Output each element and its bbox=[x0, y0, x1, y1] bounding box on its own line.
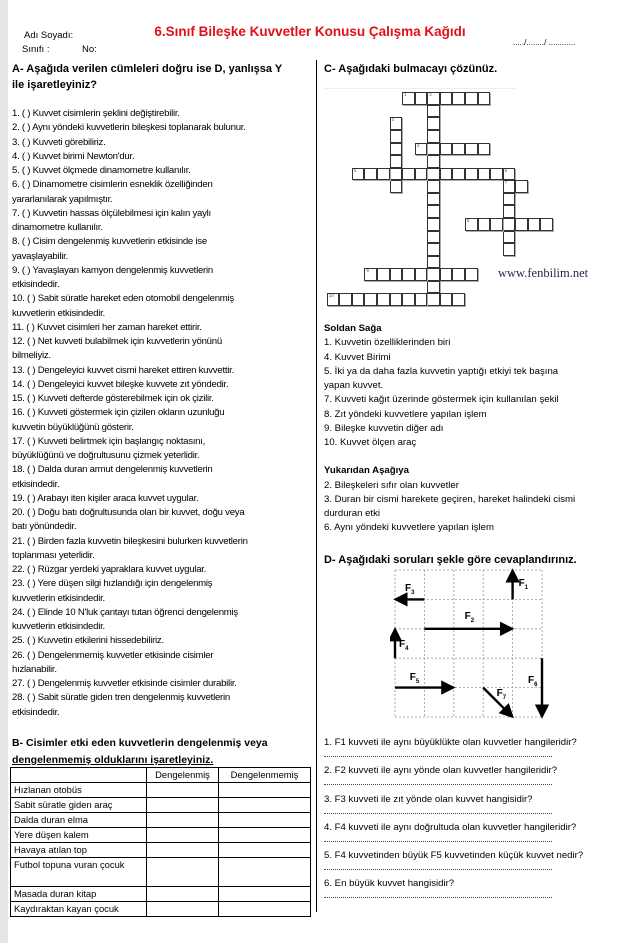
statement-line: yararlanılarak yapılmıştır. bbox=[12, 193, 113, 205]
crossword-cell[interactable] bbox=[402, 168, 415, 181]
statement-line: 16. ( ) Kuvveti göstermek için çizilen okların uzunluğu bbox=[12, 407, 225, 419]
crossword-cell[interactable] bbox=[540, 218, 553, 231]
crossword-cell[interactable] bbox=[377, 168, 390, 181]
statement-line: 18. ( ) Dalda duran armut dengelenmiş kuvvetlerin bbox=[12, 464, 213, 476]
row-label: Kaydıraktan kayan çocuk bbox=[11, 902, 147, 917]
crossword-cell[interactable] bbox=[327, 293, 340, 306]
answer-line[interactable] bbox=[324, 756, 552, 757]
statement-line: yavaşlayabilir. bbox=[12, 250, 68, 262]
answer-line[interactable] bbox=[324, 897, 552, 898]
section-b-heading-line1: B- Cisimler etki eden kuvvetlerin dengelenmiş veya bbox=[12, 737, 268, 749]
force-label-subscript: 5 bbox=[415, 678, 420, 685]
table-row bbox=[11, 798, 311, 813]
question-text: 3. F3 kuvveti ile zıt yönde olan kuvvet hangisidir? bbox=[324, 793, 533, 805]
crossword-cell[interactable] bbox=[427, 193, 440, 206]
crossword-number: 9 bbox=[366, 268, 369, 274]
crossword-cell[interactable] bbox=[452, 293, 465, 306]
force-label-name: F bbox=[496, 688, 503, 699]
table-row bbox=[11, 887, 311, 902]
page-title: 6.Sınıf Bileşke Kuvvetler Konusu Çalışma Kağıdı bbox=[154, 24, 466, 39]
across-clue: 10. Kuvvet ölçen araç bbox=[324, 437, 417, 448]
crossword-cell[interactable] bbox=[490, 218, 503, 231]
answer-line[interactable] bbox=[324, 813, 552, 814]
force-label-f4 bbox=[399, 639, 408, 652]
across-clue: yapan kuvvet. bbox=[324, 380, 384, 391]
crossword-cell[interactable] bbox=[364, 293, 377, 306]
crossword-top-rule bbox=[324, 88, 516, 89]
crossword-cell[interactable] bbox=[427, 205, 440, 218]
crossword-clues bbox=[324, 322, 575, 536]
crossword-cell[interactable] bbox=[452, 143, 465, 156]
statement-line: bilmeliyiz. bbox=[12, 350, 51, 362]
down-clue: 2. Bileşkeleri sıfır olan kuvvetler bbox=[324, 479, 459, 491]
crossword-cell[interactable] bbox=[452, 168, 465, 181]
statement-line: 25. ( ) Kuvvetin etkilerini hissedebiliriz. bbox=[12, 635, 164, 647]
section-d-heading: D- Aşağıdaki soruları şekle göre cevaplandırınız. bbox=[324, 554, 577, 566]
statement-line: hızlanabilir. bbox=[12, 663, 57, 675]
statement-line: 6. ( ) Dinamometre cisimlerin esneklik özelliğinden bbox=[12, 179, 213, 191]
unbalanced-checkbox-cell[interactable] bbox=[219, 783, 311, 798]
website-label: www.fenbilim.net bbox=[498, 266, 589, 280]
crossword-cell[interactable] bbox=[465, 218, 478, 231]
no-label: No: bbox=[82, 44, 97, 55]
statement-line: 27. ( ) Dengelenmiş kuvvetler etkisinde cisimler durabilir. bbox=[12, 678, 237, 689]
statement-line: 5. ( ) Kuvvet ölçmede dinamometre kullanılır. bbox=[12, 165, 191, 176]
crossword-number: 10 bbox=[328, 293, 334, 299]
force-label-subscript: 3 bbox=[411, 590, 415, 597]
statement-line: 15. ( ) Kuvveti defterde gösterebilmek için ok çizilir. bbox=[12, 393, 214, 404]
crossword-cell[interactable] bbox=[415, 168, 428, 181]
unbalanced-checkbox-cell[interactable] bbox=[219, 887, 311, 902]
table-header-blank bbox=[11, 768, 147, 783]
force-label-f5 bbox=[410, 672, 419, 685]
statement-line: 21. ( ) Birden fazla kuvvetin bileşkesini bulurken kuvvetlerin bbox=[12, 535, 248, 547]
crossword-cell[interactable] bbox=[515, 180, 528, 193]
crossword-cell[interactable] bbox=[478, 92, 491, 105]
statement-line: kuvvetlerin etkisindedir. bbox=[12, 592, 105, 604]
crossword-cell[interactable] bbox=[415, 293, 428, 306]
crossword-number: 5 bbox=[353, 167, 357, 173]
crossword-cell[interactable] bbox=[390, 130, 403, 143]
question-text: 2. F2 kuvveti ile aynı yönde olan kuvvetler hangileridir? bbox=[324, 765, 558, 777]
row-label: Masada duran kitap bbox=[11, 887, 147, 902]
crossword-cell[interactable] bbox=[478, 143, 491, 156]
crossword-cell[interactable] bbox=[503, 205, 516, 218]
statement-line: 20. ( ) Doğu batı doğrultusunda olan bir kuvvet, doğu veya bbox=[12, 507, 245, 518]
down-clue: 3. Duran bir cismi harekete geçiren, hareket halindeki cismi bbox=[324, 493, 576, 505]
question-text: 6. En büyük kuvvet hangisidir? bbox=[324, 878, 455, 890]
force-label-subscript: 4 bbox=[405, 645, 409, 652]
question-item bbox=[324, 765, 583, 793]
balanced-forces-table bbox=[10, 767, 311, 917]
question-text: 5. F4 kuvvetinden büyük F5 kuvvetinden küçük kuvvet nedir? bbox=[324, 850, 584, 862]
section-a-heading bbox=[12, 61, 282, 93]
unbalanced-checkbox-cell[interactable] bbox=[219, 798, 311, 813]
question-item bbox=[324, 850, 583, 878]
down-title: Yukarıdan Aşağıya bbox=[324, 465, 409, 477]
section-b-heading bbox=[12, 735, 268, 769]
statement-line: kuvvetlerin etkisindedir. bbox=[12, 307, 105, 319]
crossword-cell[interactable] bbox=[352, 293, 365, 306]
page-edge bbox=[0, 0, 8, 943]
statement-line: 23. ( ) Yere düşen silgi hızlandığı için dengelenmiş bbox=[12, 578, 213, 590]
across-clue: 9. Bileşke kuvvetin diğer adı bbox=[324, 422, 444, 434]
table-row bbox=[11, 902, 311, 917]
crossword-cell[interactable] bbox=[427, 293, 440, 306]
table-row bbox=[11, 783, 311, 798]
across-clue: 1. Kuvvetin özelliklerinden biri bbox=[324, 337, 451, 349]
crossword-cell[interactable] bbox=[415, 268, 428, 281]
unbalanced-checkbox-cell[interactable] bbox=[219, 843, 311, 858]
balanced-checkbox-cell[interactable] bbox=[147, 828, 219, 843]
question-item bbox=[324, 794, 583, 822]
statement-line: batı yönündedir. bbox=[12, 521, 77, 533]
unbalanced-checkbox-cell[interactable] bbox=[219, 858, 311, 887]
row-label: Futbol topuna vuran çocuk bbox=[11, 858, 147, 887]
class-label: Sınıfı : bbox=[22, 44, 50, 55]
crossword-cell[interactable] bbox=[390, 155, 403, 168]
force-label-subscript: 1 bbox=[524, 585, 529, 591]
crossword-cell[interactable] bbox=[465, 92, 478, 105]
table-header-row bbox=[11, 768, 311, 783]
table-row bbox=[11, 813, 311, 828]
statement-line: kuvvetin büyüklüğünü gösterir. bbox=[12, 421, 134, 433]
crossword-number: 8 bbox=[466, 218, 470, 223]
table-header-balanced: Dengelenmiş bbox=[147, 768, 219, 783]
crossword-cell[interactable] bbox=[440, 293, 453, 306]
balanced-checkbox-cell[interactable] bbox=[147, 887, 219, 902]
statement-line: 1. ( ) Kuvvet cisimlerin şeklini değiştirebilir. bbox=[12, 108, 180, 119]
crossword-cell[interactable] bbox=[427, 218, 440, 231]
crossword-cell[interactable] bbox=[427, 143, 440, 156]
crossword-cell[interactable] bbox=[402, 92, 415, 105]
statement-line: 2. ( ) Aynı yöndeki kuvvetlerin bileşkesi toplanarak bulunur. bbox=[12, 122, 246, 134]
statement-line: 24. ( ) Elinde 10 N'luk çantayı tutan öğrenci dengelenmiş bbox=[12, 606, 238, 618]
down-clues bbox=[324, 479, 575, 536]
statement-line: etkisindedir. bbox=[12, 478, 60, 490]
crossword-cell[interactable] bbox=[390, 168, 403, 181]
balanced-checkbox-cell[interactable] bbox=[147, 798, 219, 813]
statement-line: 26. ( ) Dengelenmemiş kuvvetler etkisinde cisimler bbox=[12, 649, 214, 661]
crossword-cell[interactable] bbox=[402, 293, 415, 306]
balanced-checkbox-cell[interactable] bbox=[147, 843, 219, 858]
statement-line: 22. ( ) Rüzgar yerdeki yapraklara kuvvet uygular. bbox=[12, 564, 207, 575]
crossword-cell[interactable] bbox=[478, 218, 491, 231]
statement-line: 13. ( ) Dengeleyici kuvvet cismi hareket ettiren kuvvettir. bbox=[12, 364, 234, 376]
crossword-cell[interactable] bbox=[503, 218, 516, 231]
force-label-subscript: 7 bbox=[502, 695, 507, 701]
row-label: Yere düşen kalem bbox=[11, 828, 147, 843]
force-label-name: F bbox=[399, 638, 406, 650]
row-label: Havaya atılan top bbox=[11, 843, 147, 858]
crossword-cell[interactable] bbox=[440, 268, 453, 281]
statement-line: 12. ( ) Net kuvveti bulabilmek için kuvvetlerin yönünü bbox=[12, 336, 222, 347]
crossword-cell[interactable] bbox=[440, 92, 453, 105]
row-label: Sabit süratle giden araç bbox=[11, 798, 147, 813]
crossword-cell[interactable] bbox=[465, 168, 478, 181]
section-a-heading-line1: A- Aşağıda verilen cümleleri doğru ise D, yanlışsa Y bbox=[12, 63, 283, 75]
statement-line: toplanması yeterlidir. bbox=[12, 549, 95, 561]
unbalanced-checkbox-cell[interactable] bbox=[219, 813, 311, 828]
balanced-checkbox-cell[interactable] bbox=[147, 783, 219, 798]
force-label-f7 bbox=[497, 688, 506, 701]
table-row bbox=[11, 828, 311, 843]
balanced-checkbox-cell[interactable] bbox=[147, 858, 219, 887]
crossword-cell[interactable] bbox=[503, 231, 516, 244]
section-a-heading-line2: ile işaretleyiniz? bbox=[12, 79, 97, 91]
statement-line: 8. ( ) Cisim dengelenmiş kuvvetlerin etkisinde ise bbox=[12, 236, 207, 248]
force-label-name: F bbox=[409, 671, 416, 683]
force-label-f6 bbox=[528, 675, 537, 688]
statement-line: kuvvetlerin etkisindedir. bbox=[12, 621, 105, 632]
question-text: 1. F1 kuvveti ile aynı büyüklükte olan kuvvetler hangileridir? bbox=[324, 737, 577, 748]
crossword-number: 2 bbox=[429, 92, 432, 98]
crossword-cell[interactable] bbox=[339, 293, 352, 306]
unbalanced-checkbox-cell[interactable] bbox=[219, 828, 311, 843]
crossword-cell[interactable] bbox=[427, 231, 440, 244]
question-text: 4. F4 kuvveti ile aynı doğrultuda olan kuvvetler hangileridir? bbox=[324, 821, 577, 833]
crossword-number: 3 bbox=[391, 117, 395, 123]
crossword-cell[interactable] bbox=[415, 143, 428, 156]
statement-line: 11. ( ) Kuvvet cisimleri her zaman hareket ettirir. bbox=[12, 321, 202, 333]
crossword-cell[interactable] bbox=[427, 243, 440, 256]
force-label-name: F bbox=[528, 675, 535, 686]
force-questions bbox=[324, 737, 583, 907]
crossword-cell[interactable] bbox=[478, 168, 491, 181]
crossword-cell[interactable] bbox=[427, 130, 440, 143]
statement-line: büyüklüğünü ve doğrultusunu çizmek yeterlidir. bbox=[12, 450, 200, 461]
crossword-cell[interactable] bbox=[465, 268, 478, 281]
crossword-cell[interactable] bbox=[427, 268, 440, 281]
down-clue: durduran etki bbox=[324, 508, 380, 519]
crossword-cell[interactable] bbox=[427, 180, 440, 193]
force-label-subscript: 2 bbox=[470, 617, 475, 624]
table-header-unbalanced: Dengelenmemiş bbox=[219, 768, 311, 783]
force-label-f1 bbox=[519, 578, 528, 591]
crossword-cell[interactable] bbox=[390, 117, 403, 130]
crossword-cell[interactable] bbox=[364, 268, 377, 281]
crossword-cell[interactable] bbox=[452, 268, 465, 281]
crossword-cell[interactable] bbox=[390, 180, 403, 193]
across-title: Soldan Sağa bbox=[324, 323, 382, 334]
statement-line: 17. ( ) Kuvveti belirtmek için başlangıç noktasını, bbox=[12, 435, 206, 447]
question-item bbox=[324, 822, 583, 850]
statement-line: 10. ( ) Sabit süratle hareket eden otomobil dengelenmiş bbox=[12, 293, 234, 305]
crossword-cell[interactable] bbox=[415, 92, 428, 105]
true-false-list bbox=[12, 107, 248, 720]
crossword-cell[interactable] bbox=[352, 168, 365, 181]
statement-line: etkisindedir. bbox=[12, 279, 60, 290]
answer-line[interactable] bbox=[324, 869, 552, 870]
crossword-cell[interactable] bbox=[528, 218, 541, 231]
statement-line: etkisindedir. bbox=[12, 706, 60, 718]
statement-line: 28. ( ) Sabit süratle giden tren dengelenmiş kuvvetlerin bbox=[12, 692, 230, 704]
crossword-cell[interactable] bbox=[390, 293, 403, 306]
table-row bbox=[11, 858, 311, 887]
section-c-heading: C- Aşağıdaki bulmacayı çözünüz. bbox=[324, 63, 498, 75]
balanced-checkbox-cell[interactable] bbox=[147, 813, 219, 828]
statement-line: 7. ( ) Kuvvetin hassas ölçülebilmesi için kalın yaylı bbox=[12, 207, 211, 219]
force-label-name: F bbox=[464, 610, 471, 622]
statement-line: 19. ( ) Arabayı iten kişiler araca kuvvet uygular. bbox=[12, 492, 199, 504]
answer-line[interactable] bbox=[324, 841, 552, 842]
crossword-number: 6 bbox=[504, 167, 508, 173]
crossword-cell[interactable] bbox=[427, 168, 440, 181]
crossword-number: 1 bbox=[404, 92, 407, 98]
crossword-cell[interactable] bbox=[377, 268, 390, 281]
across-clue: 5. İki ya da daha fazla kuvvetin yaptığı etkiyi tek başına bbox=[324, 365, 559, 377]
down-clue: 6. Aynı yöndeki kuvvetlere yapılan işlem bbox=[324, 522, 494, 534]
force-label-f3 bbox=[405, 583, 414, 596]
across-clue: 7. Kuvveti kağıt üzerinde göstermek için kullanılan şekil bbox=[324, 394, 559, 406]
name-label: Adı Soyadı: bbox=[24, 30, 74, 41]
crossword-cell[interactable] bbox=[427, 155, 440, 168]
crossword-cell[interactable] bbox=[427, 105, 440, 118]
statement-line: 3. ( ) Kuvveti görebiliriz. bbox=[12, 136, 106, 148]
crossword-cell[interactable] bbox=[402, 268, 415, 281]
crossword-number: 7 bbox=[504, 180, 508, 186]
force-label-name: F bbox=[405, 583, 412, 595]
statement-line: 9. ( ) Yavaşlayan kamyon dengelenmiş kuvvetlerin bbox=[12, 264, 213, 276]
section-b-heading-line2: dengelenmemiş olduklarını işaretleyiniz. bbox=[12, 754, 214, 766]
across-clues bbox=[324, 336, 575, 450]
row-label: Hızlanan otobüs bbox=[11, 783, 147, 798]
balanced-checkbox-cell[interactable] bbox=[147, 902, 219, 917]
crossword-cell[interactable] bbox=[364, 168, 377, 181]
crossword-cell[interactable] bbox=[503, 168, 516, 181]
crossword-cell[interactable] bbox=[452, 92, 465, 105]
answer-line[interactable] bbox=[324, 784, 552, 785]
crossword-cell[interactable] bbox=[390, 143, 403, 156]
statement-line: 14. ( ) Dengeleyici kuvvet bileşke kuvvete zıt yöndedir. bbox=[12, 378, 229, 390]
date-blank: ...../......../ ............ bbox=[513, 38, 576, 47]
across-clue: 8. Zıt yöndeki kuvvetlere yapılan işlem bbox=[324, 408, 487, 420]
column-divider bbox=[316, 60, 317, 912]
crossword-cell[interactable] bbox=[427, 117, 440, 130]
crossword-cell[interactable] bbox=[377, 293, 390, 306]
across-clue: 4. Kuvvet Birimi bbox=[324, 351, 391, 363]
crossword-number: 4 bbox=[416, 142, 420, 148]
crossword-cell[interactable] bbox=[503, 180, 516, 193]
table-row bbox=[11, 843, 311, 858]
statement-line: dinamometre kullanılır. bbox=[12, 222, 103, 233]
crossword-cell[interactable] bbox=[390, 268, 403, 281]
unbalanced-checkbox-cell[interactable] bbox=[219, 902, 311, 917]
question-item bbox=[324, 878, 583, 906]
crossword-cell[interactable] bbox=[427, 256, 440, 269]
force-label-subscript: 6 bbox=[534, 682, 538, 688]
crossword-cell[interactable] bbox=[503, 243, 516, 256]
statement-line: 4. ( ) Kuvvet birimi Newton'dur. bbox=[12, 150, 135, 162]
crossword-cell[interactable] bbox=[490, 168, 503, 181]
crossword-cell[interactable] bbox=[440, 143, 453, 156]
force-label-name: F bbox=[518, 578, 525, 589]
force-label-f2 bbox=[465, 611, 474, 624]
crossword-cell[interactable] bbox=[503, 193, 516, 206]
crossword-cell[interactable] bbox=[427, 281, 440, 294]
question-item bbox=[324, 737, 583, 765]
crossword-cell[interactable] bbox=[465, 143, 478, 156]
crossword-cell[interactable] bbox=[427, 92, 440, 105]
crossword-cell[interactable] bbox=[440, 168, 453, 181]
crossword-cell[interactable] bbox=[515, 218, 528, 231]
row-label: Dalda duran elma bbox=[11, 813, 147, 828]
